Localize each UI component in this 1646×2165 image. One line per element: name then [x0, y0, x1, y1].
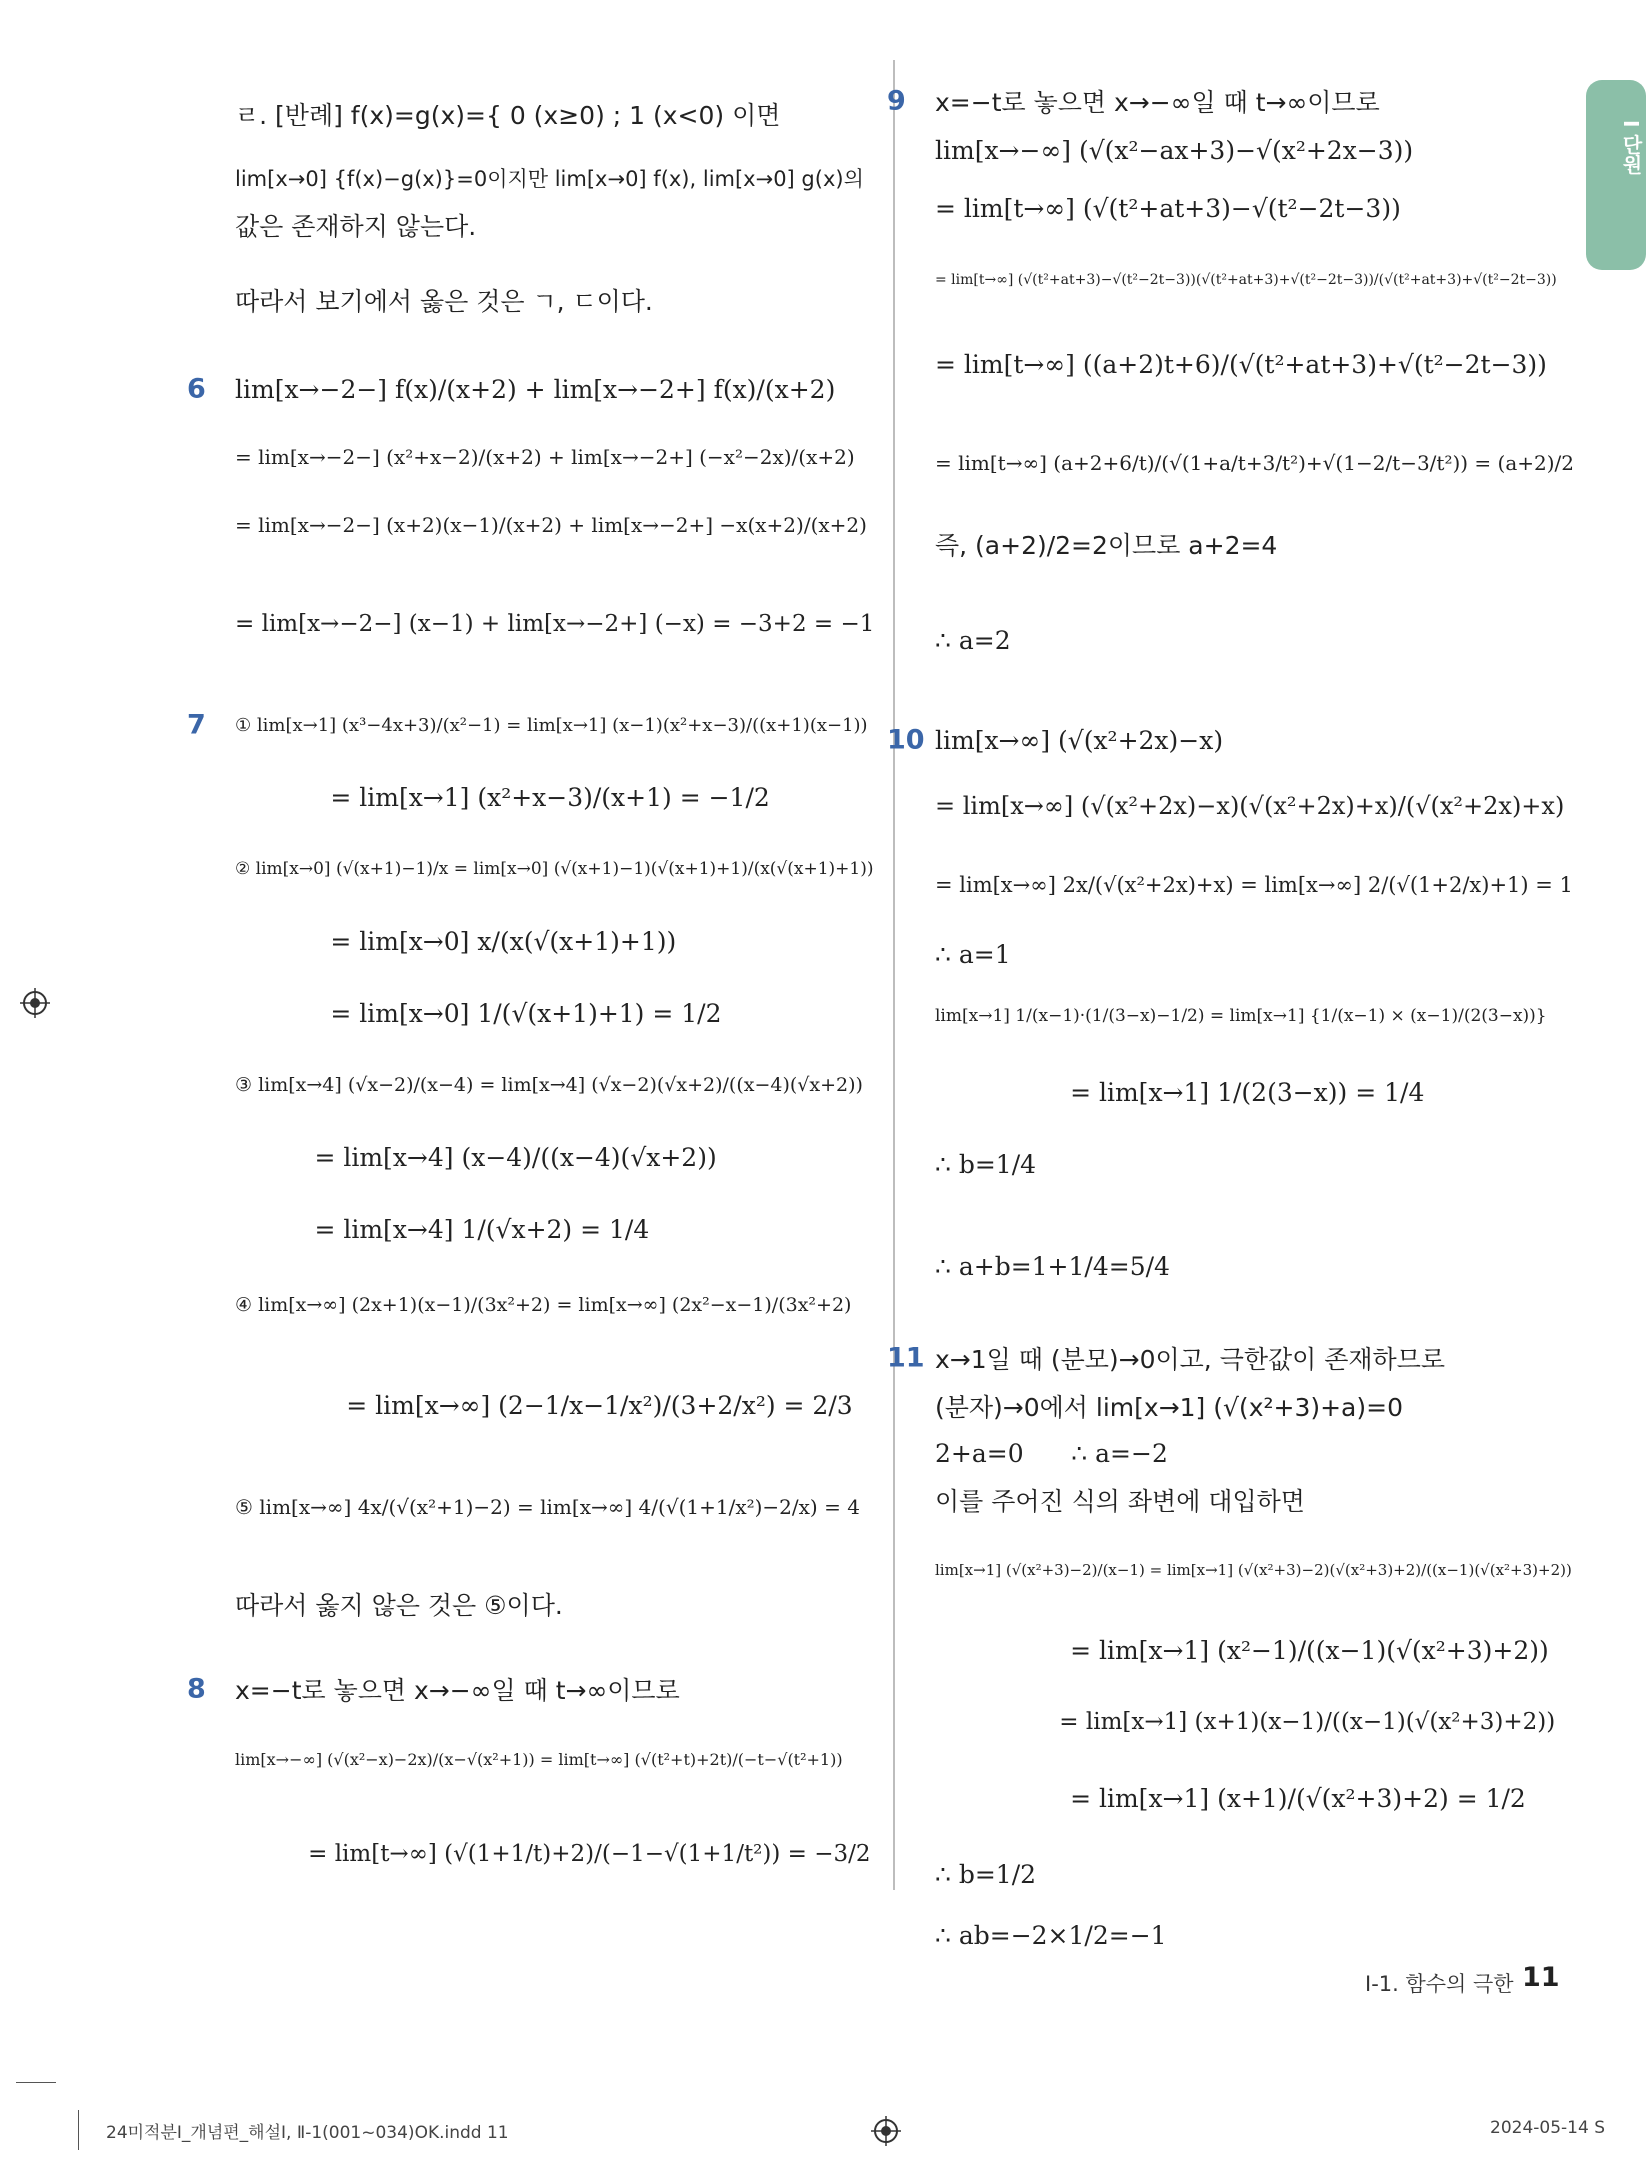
solution-text: ④ lim[x→∞] (2x+1)(x−1)/(3x²+2) = lim[x→∞] (2x²−x−1)/(3x²+2): [235, 1294, 852, 1316]
solution-text: = lim[x→1] (x²+x−3)/(x+1) = −1/2: [235, 782, 770, 812]
solution-text: 따라서 옳지 않은 것은 ⑤이다.: [235, 1591, 563, 1620]
solution-text: 2+a=0 ∴ a=−2: [935, 1438, 1168, 1468]
solution-text: = lim[x→1] 1/(2(3−x)) = 1/4: [935, 1077, 1425, 1107]
solution-line: [235, 1799, 875, 1909]
solution-line: [935, 1686, 1575, 1758]
question-number: 6: [187, 373, 206, 405]
solution-text: ∴ ab=−2×1/2=−1: [935, 1920, 1167, 1950]
solution-text: = lim[t→∞] (√(t²+at+3)−√(t²−2t−3)): [935, 193, 1401, 223]
solution-text: ③ lim[x→4] (√x−2)/(x−4) = lim[x→4] (√x−2)(√x+2)/((x−4)(√x+2)): [235, 1074, 863, 1096]
solution-line: [235, 1049, 875, 1121]
solution-line: [935, 1838, 1575, 1910]
solution-text: = lim[x→−2−] (x²+x−2)/(x+2) + lim[x→−2+] (−x²−2x)/(x+2): [235, 445, 855, 469]
solution-text: = lim[t→∞] (√(t²+at+3)−√(t²−2t−3))(√(t²+at+3)+√(t²−2t−3))/(√(t²+at+3)+√(t²−2t−3)): [935, 272, 1557, 288]
solution-text: = lim[x→∞] (2−1/x−1/x²)/(3+2/x²) = 2/3: [235, 1390, 853, 1420]
solution-line: [235, 1265, 875, 1345]
question-number: 7: [187, 709, 206, 741]
solution-line: [935, 928, 1575, 980]
solution-text: = lim[x→0] 1/(√(x+1)+1) = 1/2: [235, 998, 722, 1028]
solution-text: = lim[x→−2−] (x+2)(x−1)/(x+2) + lim[x→−2+] −x(x+2)/(x+2): [235, 513, 867, 537]
solution-text: = lim[x→∞] 2x/(√(x²+2x)+x) = lim[x→∞] 2/(√(1+2/x)+1) = 1: [935, 873, 1573, 897]
footer-date: 2024-05-14 S: [1490, 2118, 1605, 2138]
solution-text: ⑤ lim[x→∞] 4x/(√(x²+1)−2) = lim[x→∞] 4/(√(1+1/x²)−2/x) = 4: [235, 1495, 860, 1519]
solution-line: [235, 245, 875, 355]
solution-line: [235, 559, 875, 689]
question-number: 11: [887, 1342, 925, 1374]
solution-text: lim[x→−2−] f(x)/(x+2) + lim[x→−2+] f(x)/(x+2): [235, 374, 836, 404]
question-number: 9: [887, 85, 906, 117]
solution-line: [235, 905, 875, 977]
solution-text: = lim[t→∞] ((a+2)t+6)/(√(t²+at+3)+√(t²−2t−3)): [935, 349, 1547, 379]
crop-mark: [78, 2110, 79, 2150]
solution-text: = lim[x→0] x/(x(√(x+1)+1)): [235, 926, 677, 956]
solution-line: [935, 1132, 1575, 1196]
solution-text: = lim[x→−2−] (x−1) + lim[x→−2+] (−x) = −3+2 = −1: [235, 611, 875, 637]
solution-line: [935, 1614, 1575, 1686]
solution-text: 따라서 보기에서 옳은 것은 ㄱ, ㄷ이다.: [235, 287, 653, 316]
solution-line: [935, 1432, 1575, 1474]
solution-line: [235, 761, 875, 833]
solution-line: [887, 78, 1575, 124]
solution-text: x→1일 때 (분모)→0이고, 극한값이 존재하므로: [935, 1345, 1445, 1374]
solution-text: ① lim[x→1] (x³−4x+3)/(x²−1) = lim[x→1] (x−1)(x²+x−3)/((x+1)(x−1)): [235, 714, 868, 736]
solution-line: [935, 1910, 1575, 1960]
solution-text: = lim[x→1] (x+1)/(√(x²+3)+2) = 1/2: [935, 1783, 1526, 1813]
solution-text: ∴ a=1: [935, 939, 1011, 969]
solution-line: [187, 689, 875, 761]
question-number: 8: [187, 1673, 206, 1705]
right-column: [887, 78, 1575, 1960]
solution-line: [935, 408, 1575, 518]
solution-text: = lim[t→∞] (a+2+6/t)/(√(1+a/t+3/t²)+√(1−2/t−3/t²)) = (a+2)/2: [935, 451, 1575, 475]
footer-filename: 24미적분Ⅰ_개념편_해설Ⅰ, Ⅱ-1(001~034)OK.indd 11: [106, 2123, 509, 2143]
solution-line: [235, 977, 875, 1049]
solution-text: x=−t로 놓으면 x→−∞일 때 t→∞이므로: [235, 1676, 680, 1705]
solution-line: [935, 1380, 1575, 1432]
left-column: [187, 78, 875, 1909]
solution-line: [235, 833, 875, 905]
solution-line: [235, 205, 875, 245]
solution-line: [935, 1474, 1575, 1526]
solution-text: = lim[x→1] (x²−1)/((x−1)(√(x²+3)+2)): [935, 1635, 1549, 1665]
crop-mark: [16, 2082, 56, 2083]
solution-line: [935, 1526, 1575, 1614]
registration-mark-icon: [871, 2116, 901, 2146]
solution-line: [235, 1465, 875, 1549]
question-number: 10: [887, 724, 925, 756]
chapter-side-tab: I 단원: [1586, 80, 1646, 270]
solution-line: [187, 355, 875, 423]
solution-line: [235, 1121, 875, 1193]
solution-line: [235, 1345, 875, 1465]
solution-line: [935, 980, 1575, 1052]
solution-line: [935, 1196, 1575, 1336]
solution-text: ② lim[x→0] (√(x+1)−1)/x = lim[x→0] (√(x+1)−1)(√(x+1)+1)/(x(√(x+1)+1)): [235, 859, 874, 879]
solution-text: = lim[x→∞] (√(x²+2x)−x)(√(x²+2x)+x)/(√(x²+2x)+x): [935, 792, 1565, 820]
solution-text: ∴ a+b=1+1/4=5/4: [935, 1251, 1170, 1281]
solution-text: ∴ b=1/2: [935, 1859, 1037, 1889]
solution-text: ∴ b=1/4: [935, 1149, 1037, 1179]
solution-line: [935, 176, 1575, 240]
solution-line: [235, 1193, 875, 1265]
solution-text: = lim[x→4] (x−4)/((x−4)(√x+2)): [235, 1142, 717, 1172]
solution-line: [887, 710, 1575, 770]
solution-line: [235, 150, 875, 205]
solution-line: [935, 1758, 1575, 1838]
solution-text: lim[x→1] (√(x²+3)−2)/(x−1) = lim[x→1] (√(x²+3)−2)(√(x²+3)+2)/((x−1)(√(x²+3)+2)): [935, 1561, 1572, 1579]
solution-line: [235, 491, 875, 559]
solution-line: [935, 842, 1575, 928]
solution-line: [935, 1052, 1575, 1132]
solution-text: 즉, (a+2)/2=2이므로 a+2=4: [935, 531, 1278, 560]
solution-text: ∴ a=2: [935, 625, 1011, 655]
solution-text: lim[x→−∞] (√(x²−x)−2x)/(x−√(x²+1)) = lim[t→∞] (√(t²+t)+2t)/(−t−√(t²+1)): [235, 1749, 843, 1769]
solution-line: [235, 423, 875, 491]
solution-line: [935, 518, 1575, 570]
solution-line: [935, 770, 1575, 842]
solution-text: lim[x→0] {f(x)−g(x)}=0이지만 lim[x→0] f(x), lim[x→0] g(x)의: [235, 166, 864, 191]
solution-text: = lim[x→4] 1/(√x+2) = 1/4: [235, 1214, 650, 1244]
solution-text: lim[x→∞] (√(x²+2x)−x): [935, 725, 1224, 755]
solution-line: [235, 78, 875, 150]
solution-text: 값은 존재하지 않는다.: [235, 212, 477, 241]
solution-line: [887, 1336, 1575, 1380]
solution-line: [935, 240, 1575, 320]
solution-text: 이를 주어진 식의 좌변에 대입하면: [935, 1487, 1305, 1516]
solution-line: [935, 124, 1575, 176]
solution-text: = lim[x→1] (x+1)(x−1)/((x−1)(√(x²+3)+2)): [935, 1709, 1556, 1735]
solution-line: [235, 1549, 875, 1659]
solution-line: [235, 1719, 875, 1799]
solution-line: [187, 1659, 875, 1719]
registration-mark-icon: [20, 988, 50, 1018]
solution-text: lim[x→−∞] (√(x²−ax+3)−√(x²+2x−3)): [935, 135, 1414, 165]
solution-text: x=−t로 놓으면 x→−∞일 때 t→∞이므로: [935, 88, 1380, 117]
section-label: I-1. 함수의 극한: [1365, 1972, 1514, 1996]
solution-line: [935, 570, 1575, 710]
solution-text: (분자)→0에서 lim[x→1] (√(x²+3)+a)=0: [935, 1393, 1403, 1422]
solution-line: [935, 320, 1575, 408]
page-number: 11: [1522, 1962, 1560, 1993]
solution-text: = lim[t→∞] (√(1+1/t)+2)/(−1−√(1+1/t²)) = −3/2: [235, 1841, 871, 1867]
solution-text: lim[x→1] 1/(x−1)·(1/(3−x)−1/2) = lim[x→1] {1/(x−1) × (x−1)/(2(3−x))}: [935, 1006, 1547, 1026]
solution-text: ㄹ. [반례] f(x)=g(x)={ 0 (x≥0) ; 1 (x<0) 이면: [235, 101, 781, 130]
column-divider: [893, 60, 895, 1890]
